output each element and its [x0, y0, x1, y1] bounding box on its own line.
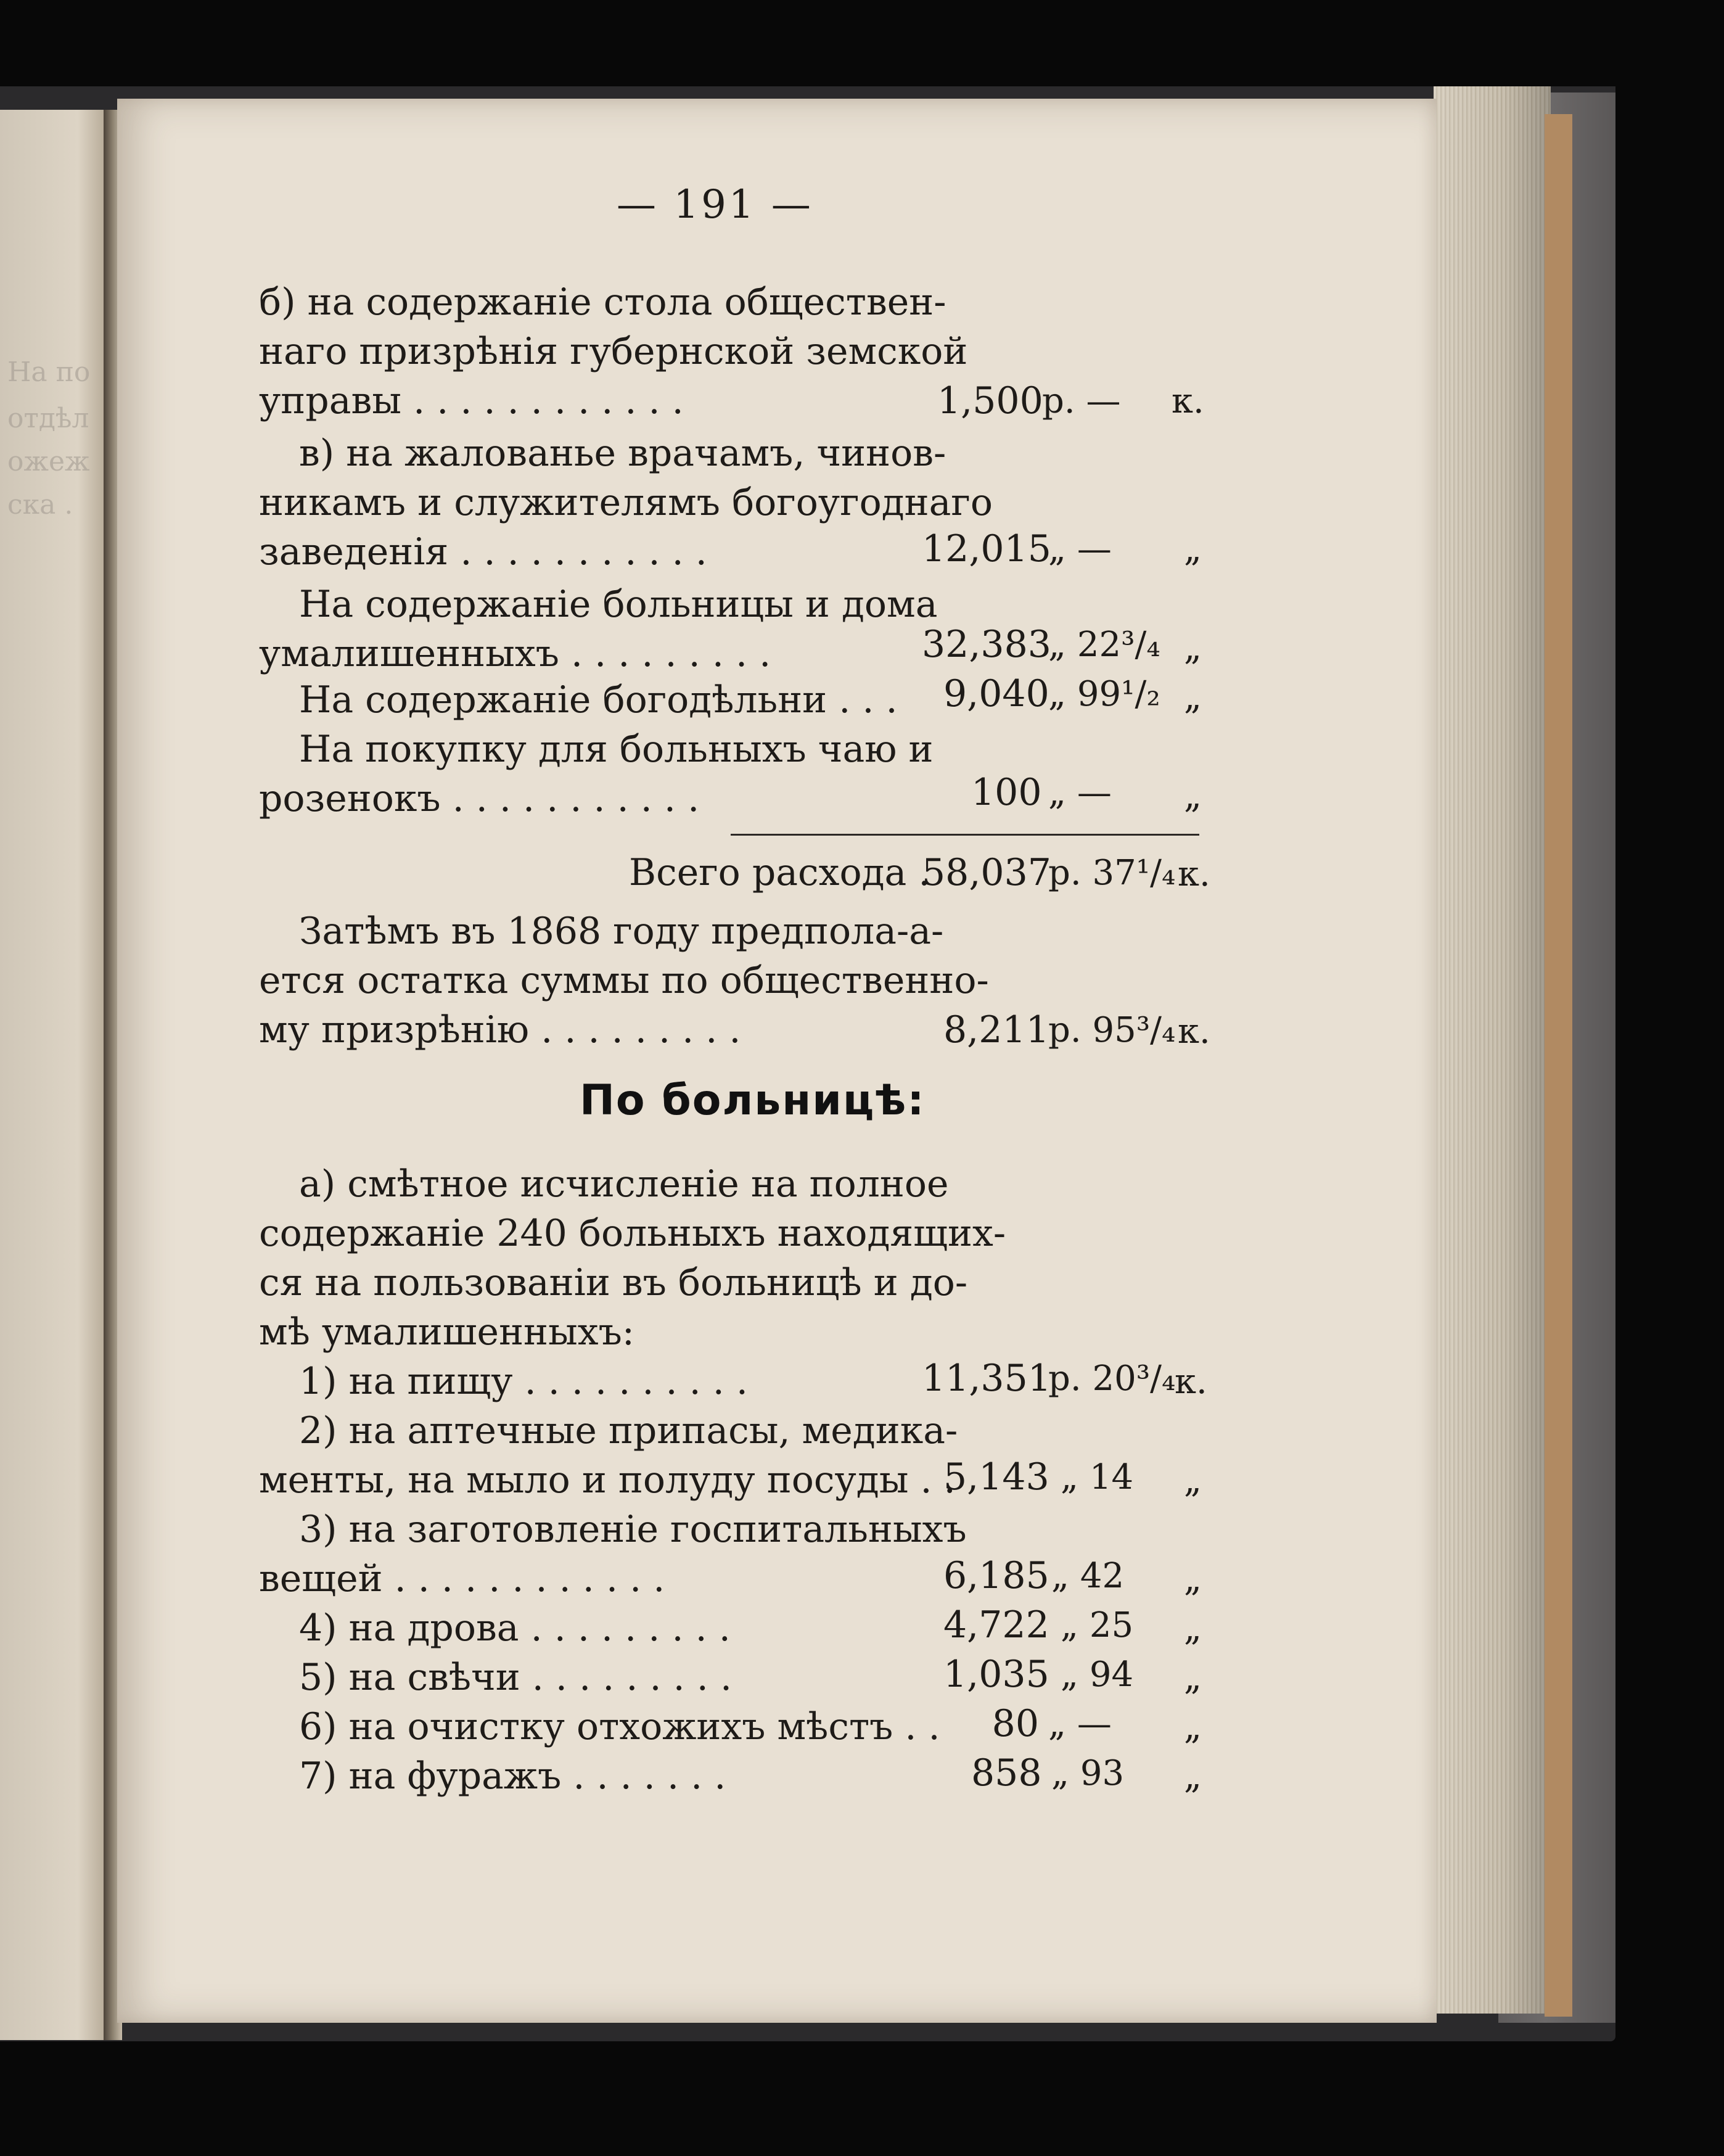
text-line: 2) на аптечные припасы, медика-	[299, 1409, 958, 1452]
text-line: ется остатка суммы по общественно-	[259, 959, 989, 1002]
text-line: содержаніе 240 больныхъ находящих-	[259, 1212, 1006, 1255]
amount-unit: „	[1184, 1707, 1202, 1747]
amount-unit: „	[1184, 1608, 1202, 1648]
text-line: Затѣмъ въ 1868 году предпола-а-	[299, 910, 944, 953]
amount-kopecks: р. 20³/₄	[1048, 1359, 1176, 1399]
total-unit: к.	[1178, 854, 1210, 894]
text-line: в) на жалованье врачамъ, чинов-	[299, 432, 946, 475]
amount-rubles: 32,383	[922, 623, 1051, 666]
text-line: наго призрѣнія губернской земской	[259, 330, 968, 373]
text-line: 4) на дрова . . . . . . . . .	[299, 1607, 731, 1650]
amount-kopecks: „ 93	[1051, 1753, 1125, 1793]
text-line: б) на содержаніе стола обществен-	[259, 281, 946, 324]
amount-kopecks: „ 14	[1061, 1457, 1134, 1497]
amount-kopecks: „ 99¹/₂	[1048, 674, 1160, 714]
amount-rubles: 1,035	[943, 1653, 1049, 1696]
amount-rubles: 11,351	[922, 1357, 1051, 1400]
amount-unit: „	[1184, 628, 1202, 668]
text-line: 5) на свѣчи . . . . . . . . .	[299, 1656, 733, 1699]
back-endpaper	[1545, 114, 1572, 2017]
amount-kopecks: „ 94	[1061, 1655, 1134, 1695]
text-line: На содержаніе богодѣльни . . .	[299, 678, 898, 722]
text-line: умалишенныхъ . . . . . . . . .	[259, 632, 771, 675]
text-line: никамъ и служителямъ богоугоднаго	[259, 481, 993, 524]
sum-rule	[731, 834, 1199, 836]
text-line: 6) на очистку отхожихъ мѣстъ . .	[299, 1705, 940, 1748]
left-page-fragment: ожеж	[7, 446, 90, 477]
text-line: На покупку для больныхъ чаю и	[299, 728, 934, 771]
text-line: ся на пользованіи въ больницѣ и до-	[259, 1261, 968, 1304]
text-line: розенокъ . . . . . . . . . . .	[259, 777, 700, 820]
amount-rubles: 858	[971, 1751, 1042, 1795]
amount-kopecks: „ 42	[1051, 1556, 1125, 1596]
text-line: заведенія . . . . . . . . . . .	[259, 530, 707, 574]
section-heading: По больницѣ:	[580, 1076, 926, 1125]
page-stack-shade	[1434, 86, 1551, 2014]
amount-rubles: 6,185	[943, 1554, 1049, 1597]
total-label: Всего расхода .	[629, 851, 930, 894]
amount-rubles: 12,015	[922, 527, 1051, 570]
left-page-fragment: ска .	[7, 489, 73, 520]
amount-kopecks: „ —	[1048, 529, 1112, 569]
remainder-kopecks: р. 95³/₄	[1048, 1010, 1176, 1050]
amount-unit: к.	[1175, 1362, 1207, 1402]
amount-rubles: 4,722	[943, 1603, 1049, 1647]
amount-unit: „	[1184, 776, 1202, 816]
text-line: 3) на заготовленіе госпитальныхъ	[299, 1508, 967, 1551]
text-line: вещей . . . . . . . . . . . .	[259, 1557, 665, 1600]
text-line: мѣ умалишенныхъ:	[259, 1310, 635, 1354]
text-line: а) смѣтное исчисленіе на полное	[299, 1162, 949, 1206]
amount-unit: к.	[1172, 381, 1204, 421]
text-line: 7) на фуражъ . . . . . . .	[299, 1755, 726, 1798]
amount-unit: „	[1184, 677, 1202, 717]
text-line: му призрѣнію . . . . . . . . .	[259, 1008, 741, 1051]
amount-rubles: 100	[971, 771, 1042, 814]
amount-rubles: 1,500	[937, 379, 1043, 422]
previous-page	[0, 110, 111, 2040]
amount-kopecks: „ 25	[1061, 1605, 1134, 1645]
amount-rubles: 5,143	[943, 1455, 1049, 1499]
remainder-unit: к.	[1178, 1011, 1210, 1051]
text-line: На содержаніе больницы и дома	[299, 583, 938, 626]
amount-kopecks: „ —	[1048, 773, 1112, 813]
left-page-fragment: На по	[7, 356, 91, 388]
page-number: — 191 —	[617, 182, 813, 228]
amount-unit: „	[1184, 1756, 1202, 1796]
text-line: менты, на мыло и полуду посуды . .	[259, 1459, 956, 1502]
amount-unit: „	[1184, 529, 1202, 569]
amount-unit: „	[1184, 1559, 1202, 1599]
left-page-fragment: отдѣл	[7, 403, 89, 434]
amount-kopecks: „ 22³/₄	[1048, 625, 1160, 665]
amount-rubles: 80	[991, 1702, 1039, 1745]
amount-rubles: 9,040	[943, 672, 1049, 715]
total-kopecks: р. 37¹/₄	[1048, 853, 1176, 893]
amount-kopecks: „ —	[1048, 1704, 1112, 1744]
amount-unit: „	[1184, 1658, 1202, 1698]
amount-kopecks: р. —	[1042, 381, 1121, 421]
total-amount: 58,037	[922, 851, 1051, 894]
text-line: 1) на пищу . . . . . . . . . .	[299, 1360, 748, 1403]
amount-unit: „	[1184, 1460, 1202, 1500]
text-line: управы . . . . . . . . . . . .	[259, 379, 684, 422]
remainder-amount: 8,211	[943, 1008, 1049, 1051]
